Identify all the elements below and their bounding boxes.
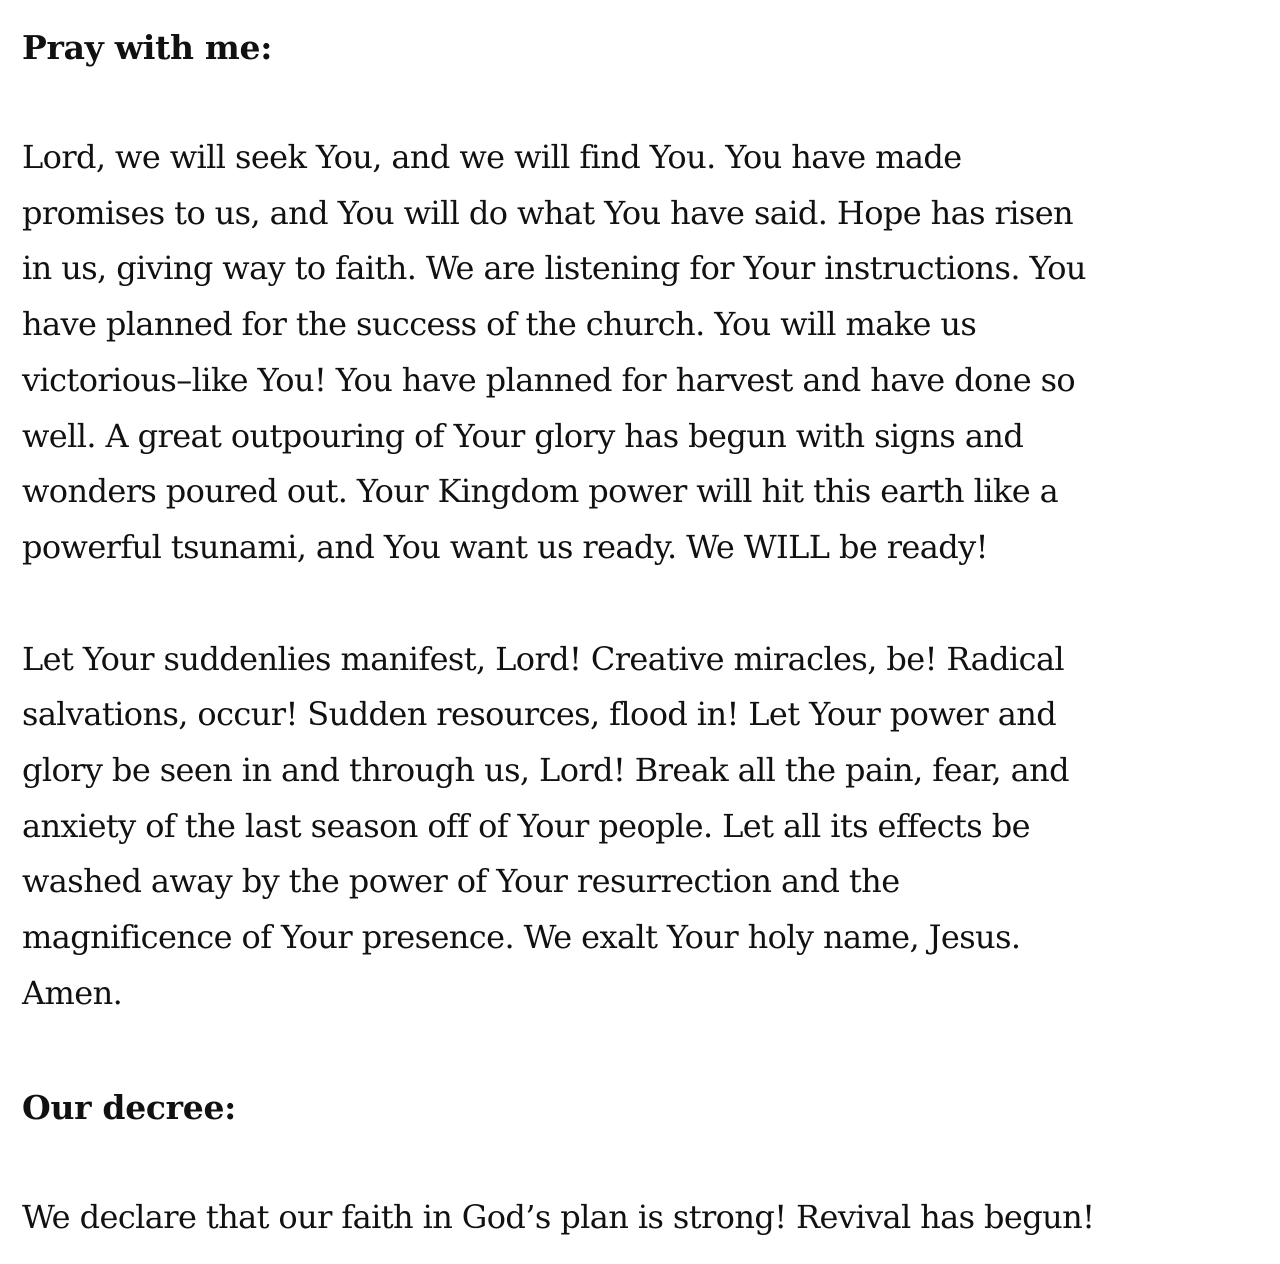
text-line: Amen. xyxy=(22,973,123,1012)
paragraph-decree xyxy=(22,1190,1267,1246)
text-line: anxiety of the last season off of Your people. Let all its effects be xyxy=(22,806,1030,845)
text-line: victorious–like You! You have planned for harvest and have done so xyxy=(22,360,1076,399)
section-pray xyxy=(22,18,1267,1022)
text-line: washed away by the power of Your resurrection and the xyxy=(22,862,900,901)
text-line: magnificence of Your presence. We exalt Your holy name, Jesus. xyxy=(22,918,1021,957)
paragraph-prayer-1 xyxy=(22,130,1267,576)
document-body xyxy=(22,18,1267,1245)
section-decree xyxy=(22,1078,1267,1246)
text-line: salvations, occur! Sudden resources, flood in! Let Your power and xyxy=(22,695,1057,734)
text-line: glory be seen in and through us, Lord! Break all the pain, fear, and xyxy=(22,751,1069,790)
text-line: We declare that our faith in God’s plan is strong! Revival has begun! xyxy=(22,1197,1095,1236)
paragraph-prayer-2 xyxy=(22,632,1267,1022)
text-line: Lord, we will seek You, and we will find You. You have made xyxy=(22,138,962,176)
text-line: powerful tsunami, and You want us ready. We WILL be ready! xyxy=(22,527,988,566)
section-heading-decree: Our decree: xyxy=(22,1087,237,1127)
text-line: have planned for the success of the church. You will make us xyxy=(22,305,977,344)
text-line: well. A great outpouring of Your glory has begun with signs and xyxy=(22,416,1024,455)
text-line: promises to us, and You will do what You have said. Hope has risen xyxy=(22,193,1074,232)
section-heading-pray: Pray with me: xyxy=(22,28,273,67)
text-line: wonders poured out. Your Kingdom power will hit this earth like a xyxy=(22,472,1059,511)
text-line: Let Your suddenlies manifest, Lord! Creative miracles, be! Radical xyxy=(22,639,1065,678)
text-line: in us, giving way to faith. We are listening for Your instructions. You xyxy=(22,249,1086,288)
